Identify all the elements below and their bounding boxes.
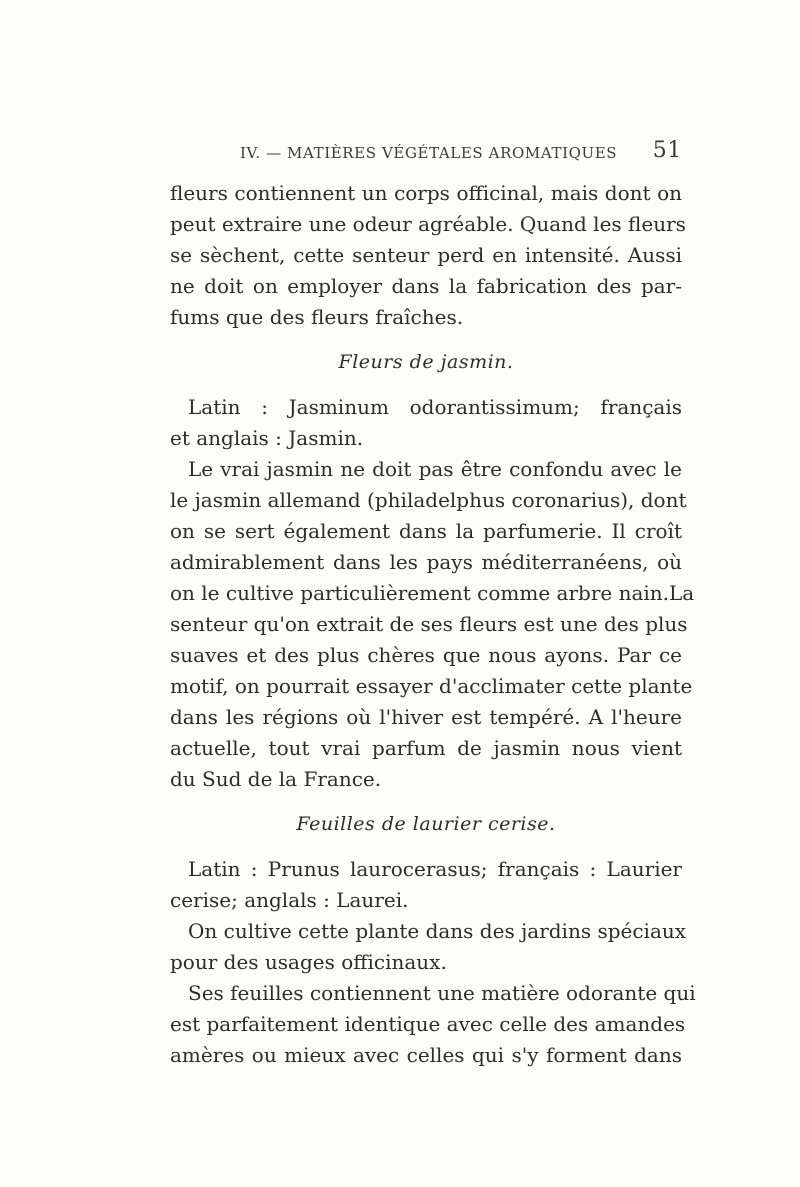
text-line: et anglais : Jasmin. (170, 426, 364, 450)
laurier-names-paragraph (170, 854, 682, 916)
body-text (170, 178, 696, 1071)
text-line: actuelle, tout vrai parfum de jasmin nous vient (170, 736, 682, 760)
page-header (240, 138, 682, 168)
text-line: dans les régions où l'hiver est tempéré. A l'heure (170, 705, 682, 729)
text-line: du Sud de la France. (170, 767, 382, 791)
text-line: pour des usages officinaux. (170, 950, 447, 974)
running-title: IV. — MATIÈRES VÉGÉTALES AROMATIQUES (240, 144, 618, 162)
text-line: On cultive cette plante dans des jardins spéciaux (188, 919, 687, 943)
page-number: 51 (652, 138, 682, 163)
text-line: est parfaitement identique avec celle des amandes (170, 1012, 686, 1036)
text-line: peut extraire une odeur agréable. Quand les fleurs (170, 212, 686, 236)
jasmin-names-paragraph (170, 392, 682, 454)
text-line: Le vrai jasmin ne doit pas être confondu avec le (188, 457, 682, 481)
text-line: Latin : Jasminum odorantissimum; français (188, 395, 682, 419)
text-line: motif, on pourrait essayer d'acclimater cette plante (170, 674, 693, 698)
text-line: amères ou mieux avec celles qui s'y forment dans (170, 1043, 682, 1067)
text-line: on se sert également dans la parfumerie. Il croît (170, 519, 682, 543)
text-line: senteur qu'on extrait de ses fleurs est une des plus (170, 612, 688, 636)
jasmin-description-paragraph (170, 454, 695, 795)
text-line: Ses feuilles contiennent une matière odorante qui (188, 981, 696, 1005)
section-title-jasmin: Fleurs de jasmin. (338, 351, 514, 373)
section-title-laurier: Feuilles de laurier cerise. (296, 813, 556, 835)
text-line: se sèchent, cette senteur perd en intensité. Aussi (170, 243, 682, 267)
text-line: on le cultive particulièrement comme arbre nain.La (170, 581, 695, 605)
laurier-leaves-paragraph (170, 978, 696, 1071)
text-line: cerise; anglals : Laurei. (170, 888, 409, 912)
text-line: ne doit on employer dans la fabrication des par- (170, 274, 682, 298)
laurier-cultivation-paragraph (170, 916, 687, 978)
text-line: suaves et des plus chères que nous ayons. Par ce (170, 643, 682, 667)
text-line: admirablement dans les pays méditerranéens, où (170, 550, 682, 574)
intro-paragraph (170, 178, 686, 333)
text-line: fums que des fleurs fraîches. (170, 305, 464, 329)
text-line: Latin : Prunus laurocerasus; français : Laurier (188, 857, 682, 881)
text-line: le jasmin allemand (philadelphus coronarius), dont (170, 488, 687, 512)
text-line: fleurs contiennent un corps officinal, mais dont on (170, 181, 682, 205)
